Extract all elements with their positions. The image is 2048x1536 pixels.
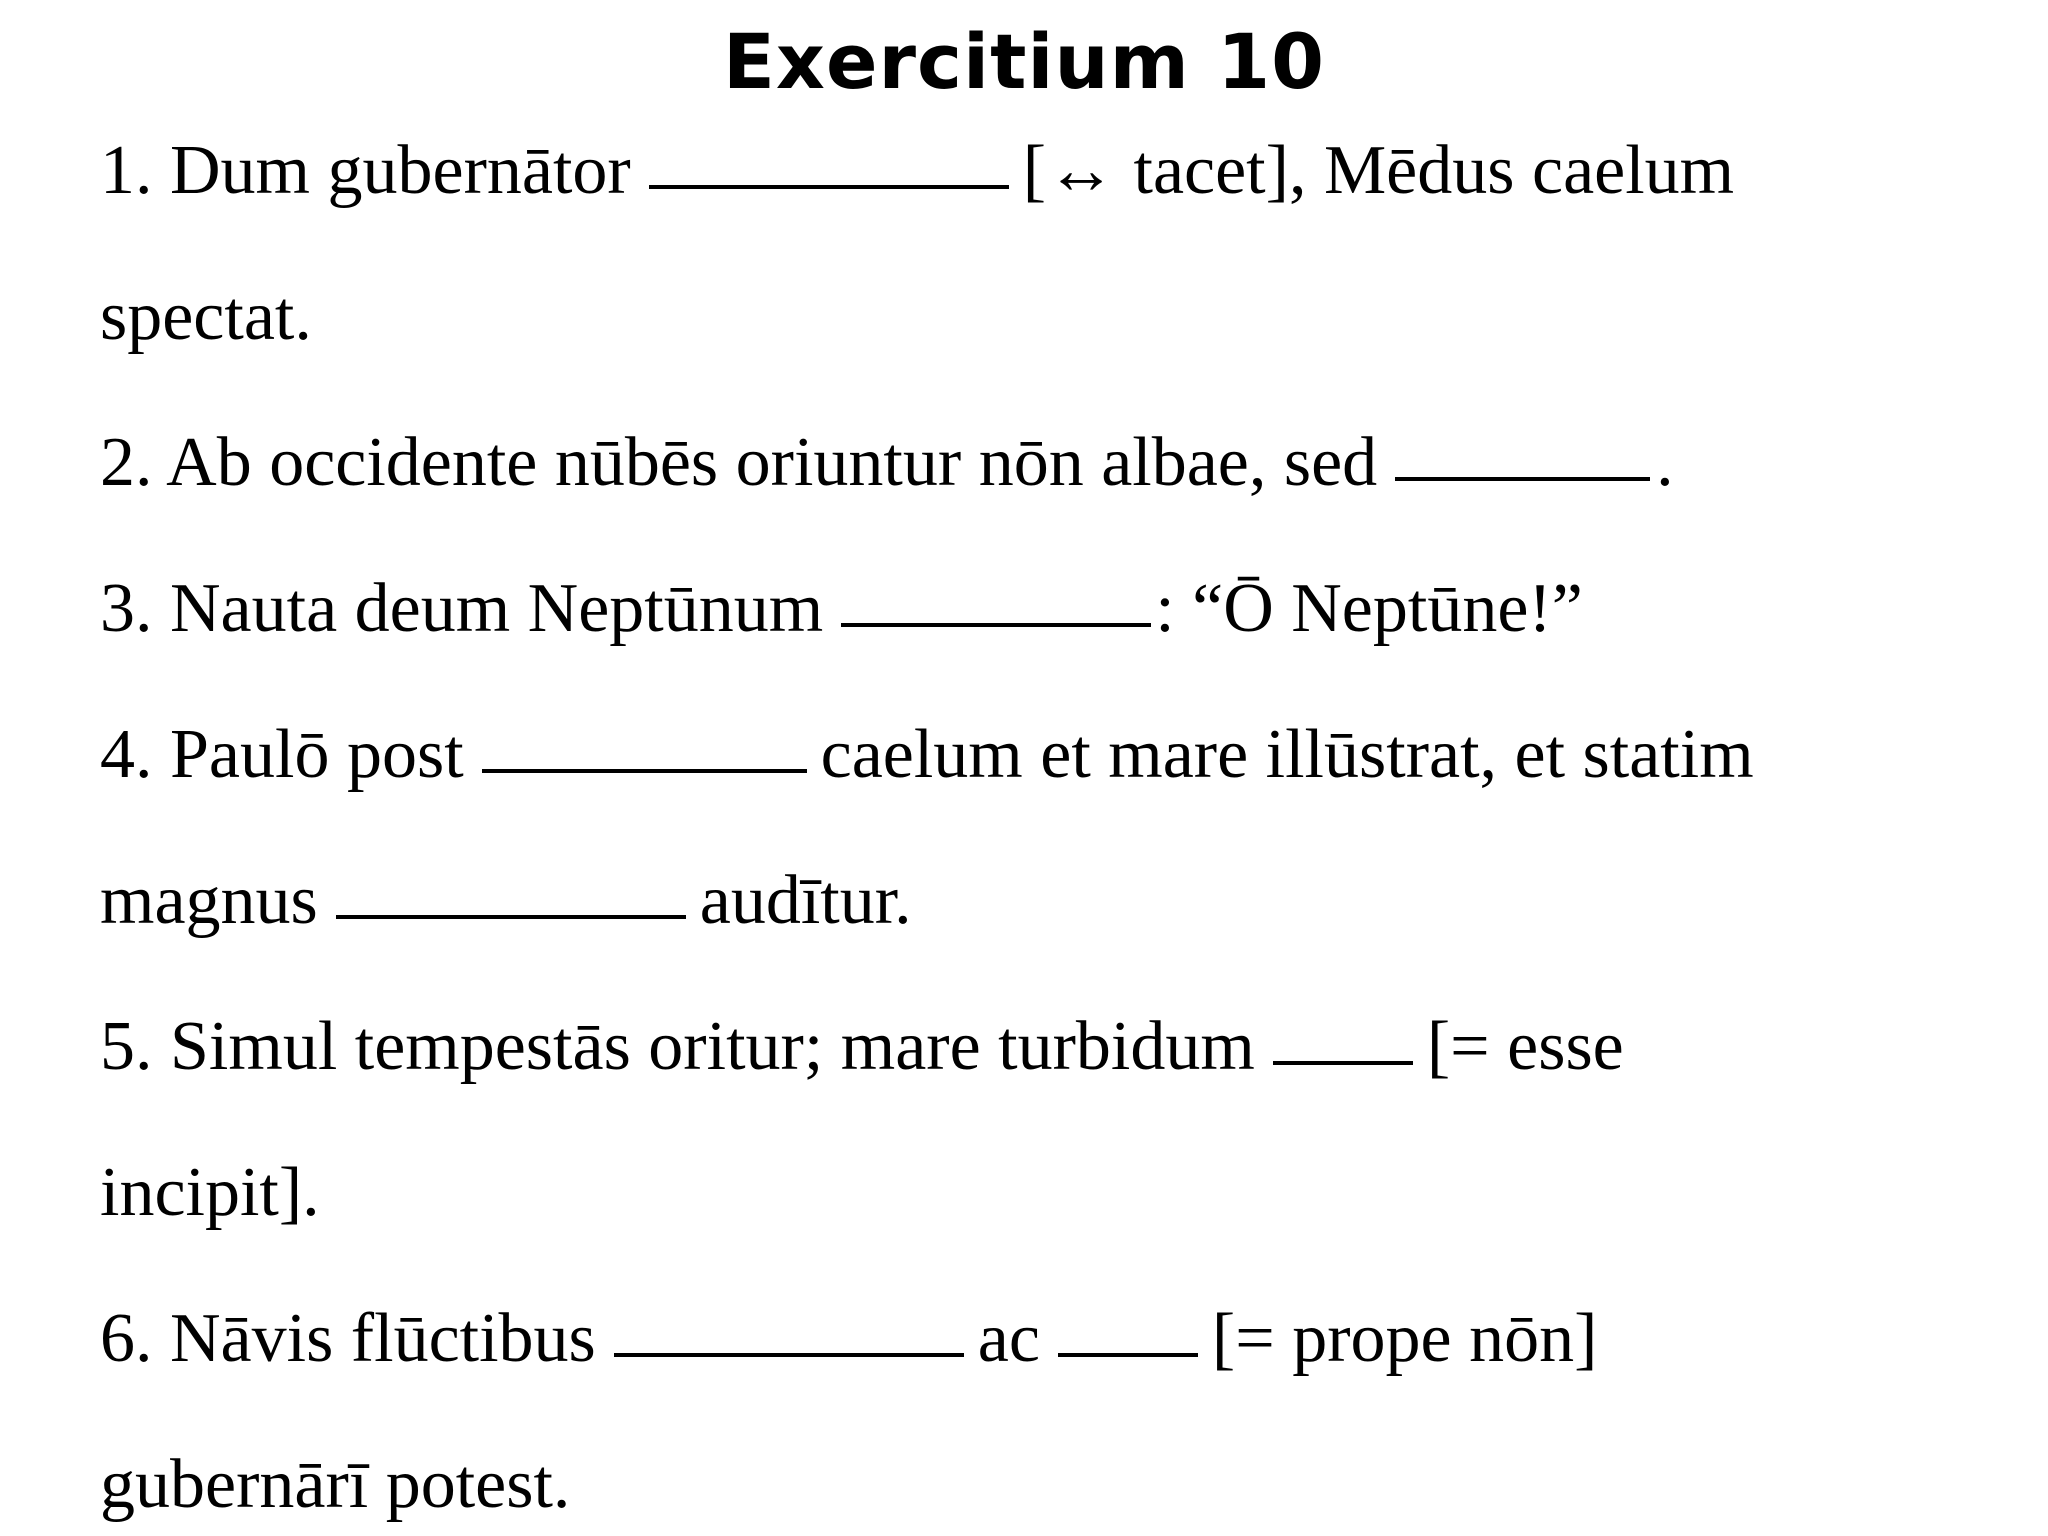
item-1-text-before: 1. Dum gubernātor [100, 132, 631, 209]
item-5-text-before: 5. Simul tempestās oritur; mare turbidum [100, 1008, 1255, 1085]
item-4-blank-1[interactable] [482, 769, 807, 773]
item-4-text-before-2: magnus [100, 862, 318, 939]
exercise-item-3-line-1 [100, 564, 1583, 654]
item-5-blank[interactable] [1273, 1061, 1413, 1065]
exercise-item-6-line-1 [100, 1294, 1597, 1384]
item-1-blank[interactable] [649, 185, 1009, 189]
exercise-item-5-line-1 [100, 1002, 1624, 1092]
exercise-title: Exercitium 10 [723, 17, 1325, 106]
item-4-text-after-2: audītur. [699, 862, 912, 939]
item-1-text-after: [↔ tacet], Mēdus caelum [1022, 132, 1735, 209]
item-6-text-before: 6. Nāvis flūctibus [100, 1300, 596, 1377]
exercise-item-2-line-1 [100, 418, 1674, 508]
exercise-item-6-line-2 [100, 1440, 570, 1530]
item-2-text-before: 2. Ab occidente nūbēs oriuntur nōn albae, sed [100, 424, 1378, 501]
item-4-text-before: 4. Paulō post [100, 716, 464, 793]
item-6-text-middle: ac [977, 1300, 1040, 1377]
exercise-item-1-line-1 [100, 126, 1734, 216]
item-6-text-after: [= prope nōn] [1211, 1300, 1598, 1377]
exercise-item-1-line-2 [100, 272, 312, 362]
exercise-item-5-line-2 [100, 1148, 320, 1238]
item-4-text-after: caelum et mare illūstrat, et statim [820, 716, 1754, 793]
exercise-item-4-line-2 [100, 856, 912, 946]
item-1-text-continued: spectat. [100, 278, 312, 355]
exercise-item-4-line-1 [100, 710, 1754, 800]
item-3-text-before: 3. Nauta deum Neptūnum [100, 570, 824, 647]
item-4-blank-2[interactable] [336, 915, 686, 919]
item-2-text-after: . [1656, 424, 1674, 501]
item-2-blank[interactable] [1395, 477, 1650, 481]
item-3-text-after: : “Ō Neptūne!” [1155, 570, 1583, 647]
item-6-blank-1[interactable] [614, 1353, 964, 1357]
item-5-text-after: [= esse [1426, 1008, 1624, 1085]
item-6-blank-2[interactable] [1058, 1353, 1198, 1357]
item-3-blank[interactable] [841, 623, 1151, 627]
item-5-text-continued: incipit]. [100, 1154, 320, 1231]
item-6-text-continued: gubernārī potest. [100, 1446, 571, 1523]
